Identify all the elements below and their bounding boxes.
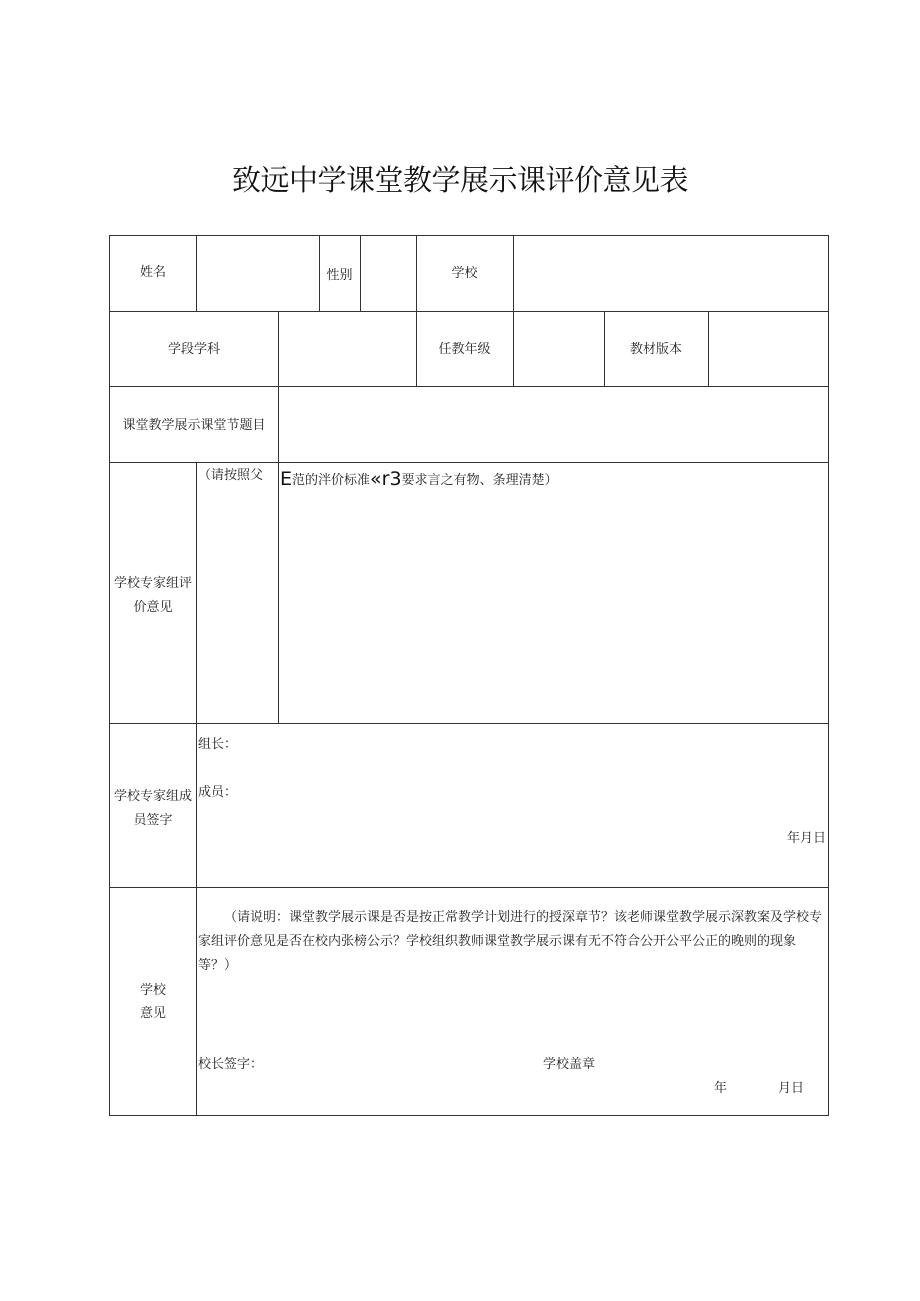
expert-opinion-note [280, 467, 558, 493]
textbook-label: 教材版本 [629, 342, 682, 357]
cell-divider [513, 236, 514, 311]
cell-divider [196, 462, 197, 723]
note-text: 范的泮价标准 [292, 473, 371, 488]
row-divider [110, 723, 828, 724]
grade-label: 任教年级 [438, 342, 491, 357]
note-glyph-e: E [280, 468, 293, 490]
school-opinion-month-day: 月日 [778, 1081, 805, 1096]
lesson-title-label: 课堂教学展示课堂节题目 [122, 418, 266, 433]
school-opinion-note: （请说明：课堂教学展示课是否是按正常教学计划进行的授深章节？该老师课堂教学展示深教案及学校专家组评价意见是否在校内张榜公示？学校组织教师课堂教学展示课有无不符合公开公平公正的晚则的现象等？） [198, 910, 823, 973]
principal-sign-label: 校长签字： [198, 1057, 264, 1072]
school-seal-label: 学校盖章 [543, 1057, 596, 1072]
school-label: 学校 [451, 266, 478, 281]
evaluation-form [109, 235, 829, 1116]
school-opinion-label-line1: 学校 [139, 983, 166, 998]
cell-divider [708, 311, 709, 386]
members-label: 成员： [198, 785, 238, 800]
form-title: 致远中学课堂教学展示课评价意见表 [231, 163, 688, 197]
leader-label: 组长： [198, 737, 238, 752]
cell-divider [278, 311, 279, 386]
name-label: 姓名 [139, 265, 166, 280]
expert-opinion-note-start: （请按照父 [198, 468, 264, 483]
row-divider [110, 462, 828, 463]
note-glyph-r3: «r3 [370, 468, 402, 490]
expert-sign-date: 年月日 [787, 831, 827, 846]
stage-subject-label: 学段学科 [167, 342, 220, 357]
expert-sign-label: 学校专家组成员签字 [113, 789, 192, 828]
school-opinion-year: 年 [714, 1081, 728, 1096]
cell-divider [360, 236, 361, 311]
expert-opinion-label: 学校专家组评价意见 [113, 576, 192, 615]
cell-divider [196, 236, 197, 311]
cell-divider [278, 386, 279, 462]
row-divider [110, 386, 828, 387]
cell-divider [513, 311, 514, 386]
school-opinion-label-line2: 意见 [139, 1006, 166, 1021]
row-divider [110, 311, 828, 312]
row-divider [110, 887, 828, 888]
cell-divider [196, 723, 197, 1115]
gender-label: 性别 [326, 268, 353, 283]
note-text-end: 要求言之有物、条理清楚） [401, 473, 558, 488]
cell-divider [278, 462, 279, 723]
